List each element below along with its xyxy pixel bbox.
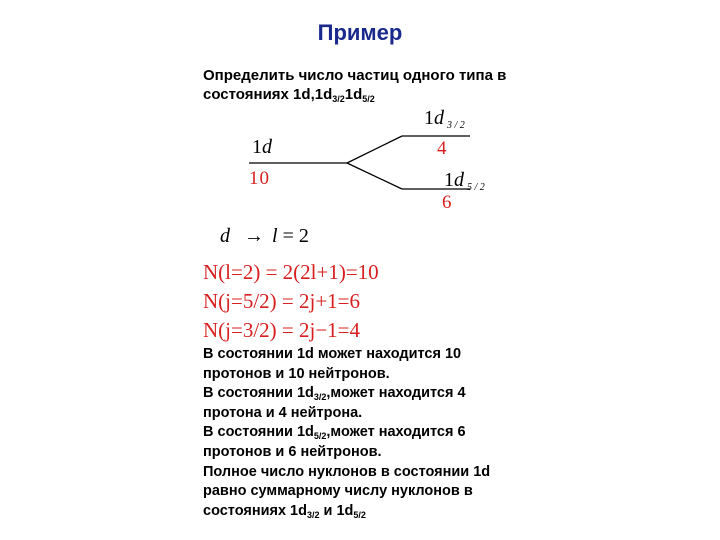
problem-line-2: состояниях $1d,1d_{3/2}1d_{5/2}$ [203,86,375,104]
formula-j-3-2: N(j=3/2) = 2j−1=4 [203,318,361,342]
explanation-line: равно суммарному числу нуклонов в [203,483,473,500]
split-line-up [347,136,402,163]
left-level-label: 1d [252,136,272,158]
explanation-line: протонов и 10 нейтронов. [203,365,390,382]
explanation-line: Полное число нуклонов в состоянии 1d [203,463,491,480]
explanation-line: В состоянии 1d может находится 10 [203,346,462,362]
upper-level-label: 1d $_{3 / 2}$ [424,107,465,131]
split-line-down [347,163,402,189]
formula-l: N(l=2) = 2(2l+1)=10 [203,260,379,284]
formula-j-5-2: N(j=5/2) = 2j+1=6 [203,289,361,313]
explanation-line: протонов и 6 нейтронов. [203,443,382,460]
lower-count: 6 [442,192,452,213]
explanation-text [203,345,533,521]
slide-title: Пример [317,20,403,45]
problem-line-1: Определить число частиц одного типа в [203,67,507,84]
explanation-line: протона и 4 нейтрона. [203,404,363,421]
left-count: 10 [249,168,270,189]
explanation-line: В состоянии $1d_{3/2},может$ находится 4 [203,385,466,403]
lower-level-label: 1d $_{5 / 2}$ [444,169,485,193]
relation-d-to-l: d → l = 2 [220,225,309,247]
upper-count: 4 [437,138,447,159]
explanation-line: состояниях $1d_{3/2}$ и $1d_{5/2}$ [203,502,366,520]
explanation-line: В состоянии $1d_{5/2},может$ находится 6 [203,424,466,442]
